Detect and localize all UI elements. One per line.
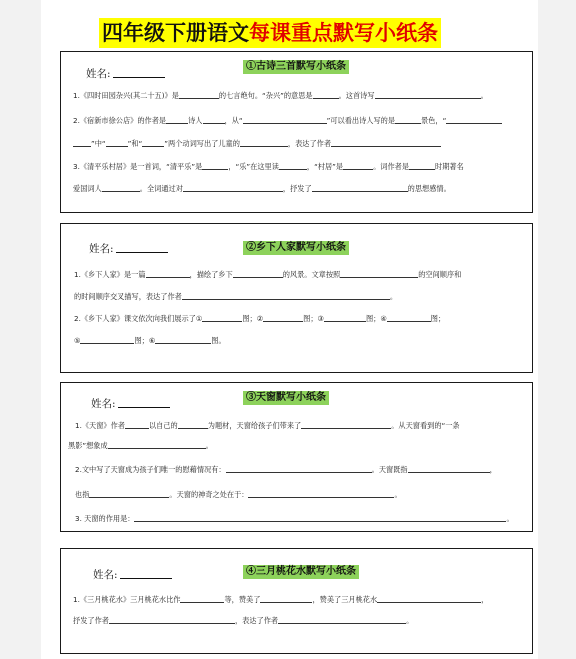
card-3	[60, 382, 533, 532]
card-title: ①古诗三首默写小纸条	[243, 60, 349, 74]
name-field[interactable]: 姓名:	[89, 241, 168, 256]
card-2	[60, 223, 533, 373]
card-title: ②乡下人家默写小纸条	[243, 241, 349, 255]
title-part1: 四年级下册语文	[102, 20, 249, 45]
question-line: ”中“ ”和“ ”两个动词写出了儿童的 ，表达了作者	[73, 138, 441, 149]
question-line: 2.文中写了天窗成为孩子们唯一的慰藉情况有： 。天窗既指 ，	[75, 465, 497, 474]
question-line: ⑤ 图；⑥ 图。	[74, 336, 226, 345]
question-line: 2.《乡下人家》课文依次向我们展示了① 图；② 图；③ 图；④ 图；	[74, 314, 446, 323]
name-field[interactable]: 姓名:	[86, 66, 165, 81]
question-line: 黑影”想象成 。	[68, 441, 213, 450]
question-line: 1.《乡下人家》是一篇 ，描绘了乡下 的风景。文章按照 的空间顺序和	[74, 270, 462, 279]
question-line: 的时间顺序交叉描写，表达了作者 。	[74, 292, 398, 301]
question-line: 1.《三月桃花水》三月桃花水比作 等，赞美了 ，赞美了三月桃花水 ，	[73, 595, 489, 604]
question-line: 抒发了作者 ，表达了作者 。	[73, 616, 414, 625]
card-4	[60, 548, 533, 654]
question-line: 爱国词人 。全词通过对 ，抒发了 的思想感情。	[73, 184, 451, 193]
question-line: 3.《清平乐村居》是一首词，“清平乐”是 ，“乐”在这里读 ，“村居”是 。词作者是 时期著名	[73, 162, 464, 171]
question-line: 1.《天窗》作者 以自己的 为题材，天窗给孩子们带来了 。从天窗看到的“一条	[75, 421, 460, 430]
card-title: ③天窗默写小纸条	[243, 391, 329, 405]
name-field[interactable]: 姓名:	[93, 567, 172, 582]
card-title: ④三月桃花水默写小纸条	[243, 565, 359, 579]
question-line: 也指 。天窗的神奇之处在于： 。	[75, 490, 402, 499]
question-line: 2.《宿新市徐公店》的作者是 诗人 ，从“ ”可以看出诗人写的是 景色，“	[73, 115, 502, 126]
question-line: 3. 天窗的作用是： 。	[75, 514, 514, 523]
name-field[interactable]: 姓名:	[91, 396, 170, 411]
title-part2: 每课重点默写小纸条	[249, 20, 438, 45]
page-title	[99, 18, 441, 48]
card-1	[60, 51, 533, 213]
question-line: 1.《四时田园杂兴(其二十五)》是 的七言绝句。“杂兴”的意思是 。这首诗写 。	[73, 91, 488, 100]
